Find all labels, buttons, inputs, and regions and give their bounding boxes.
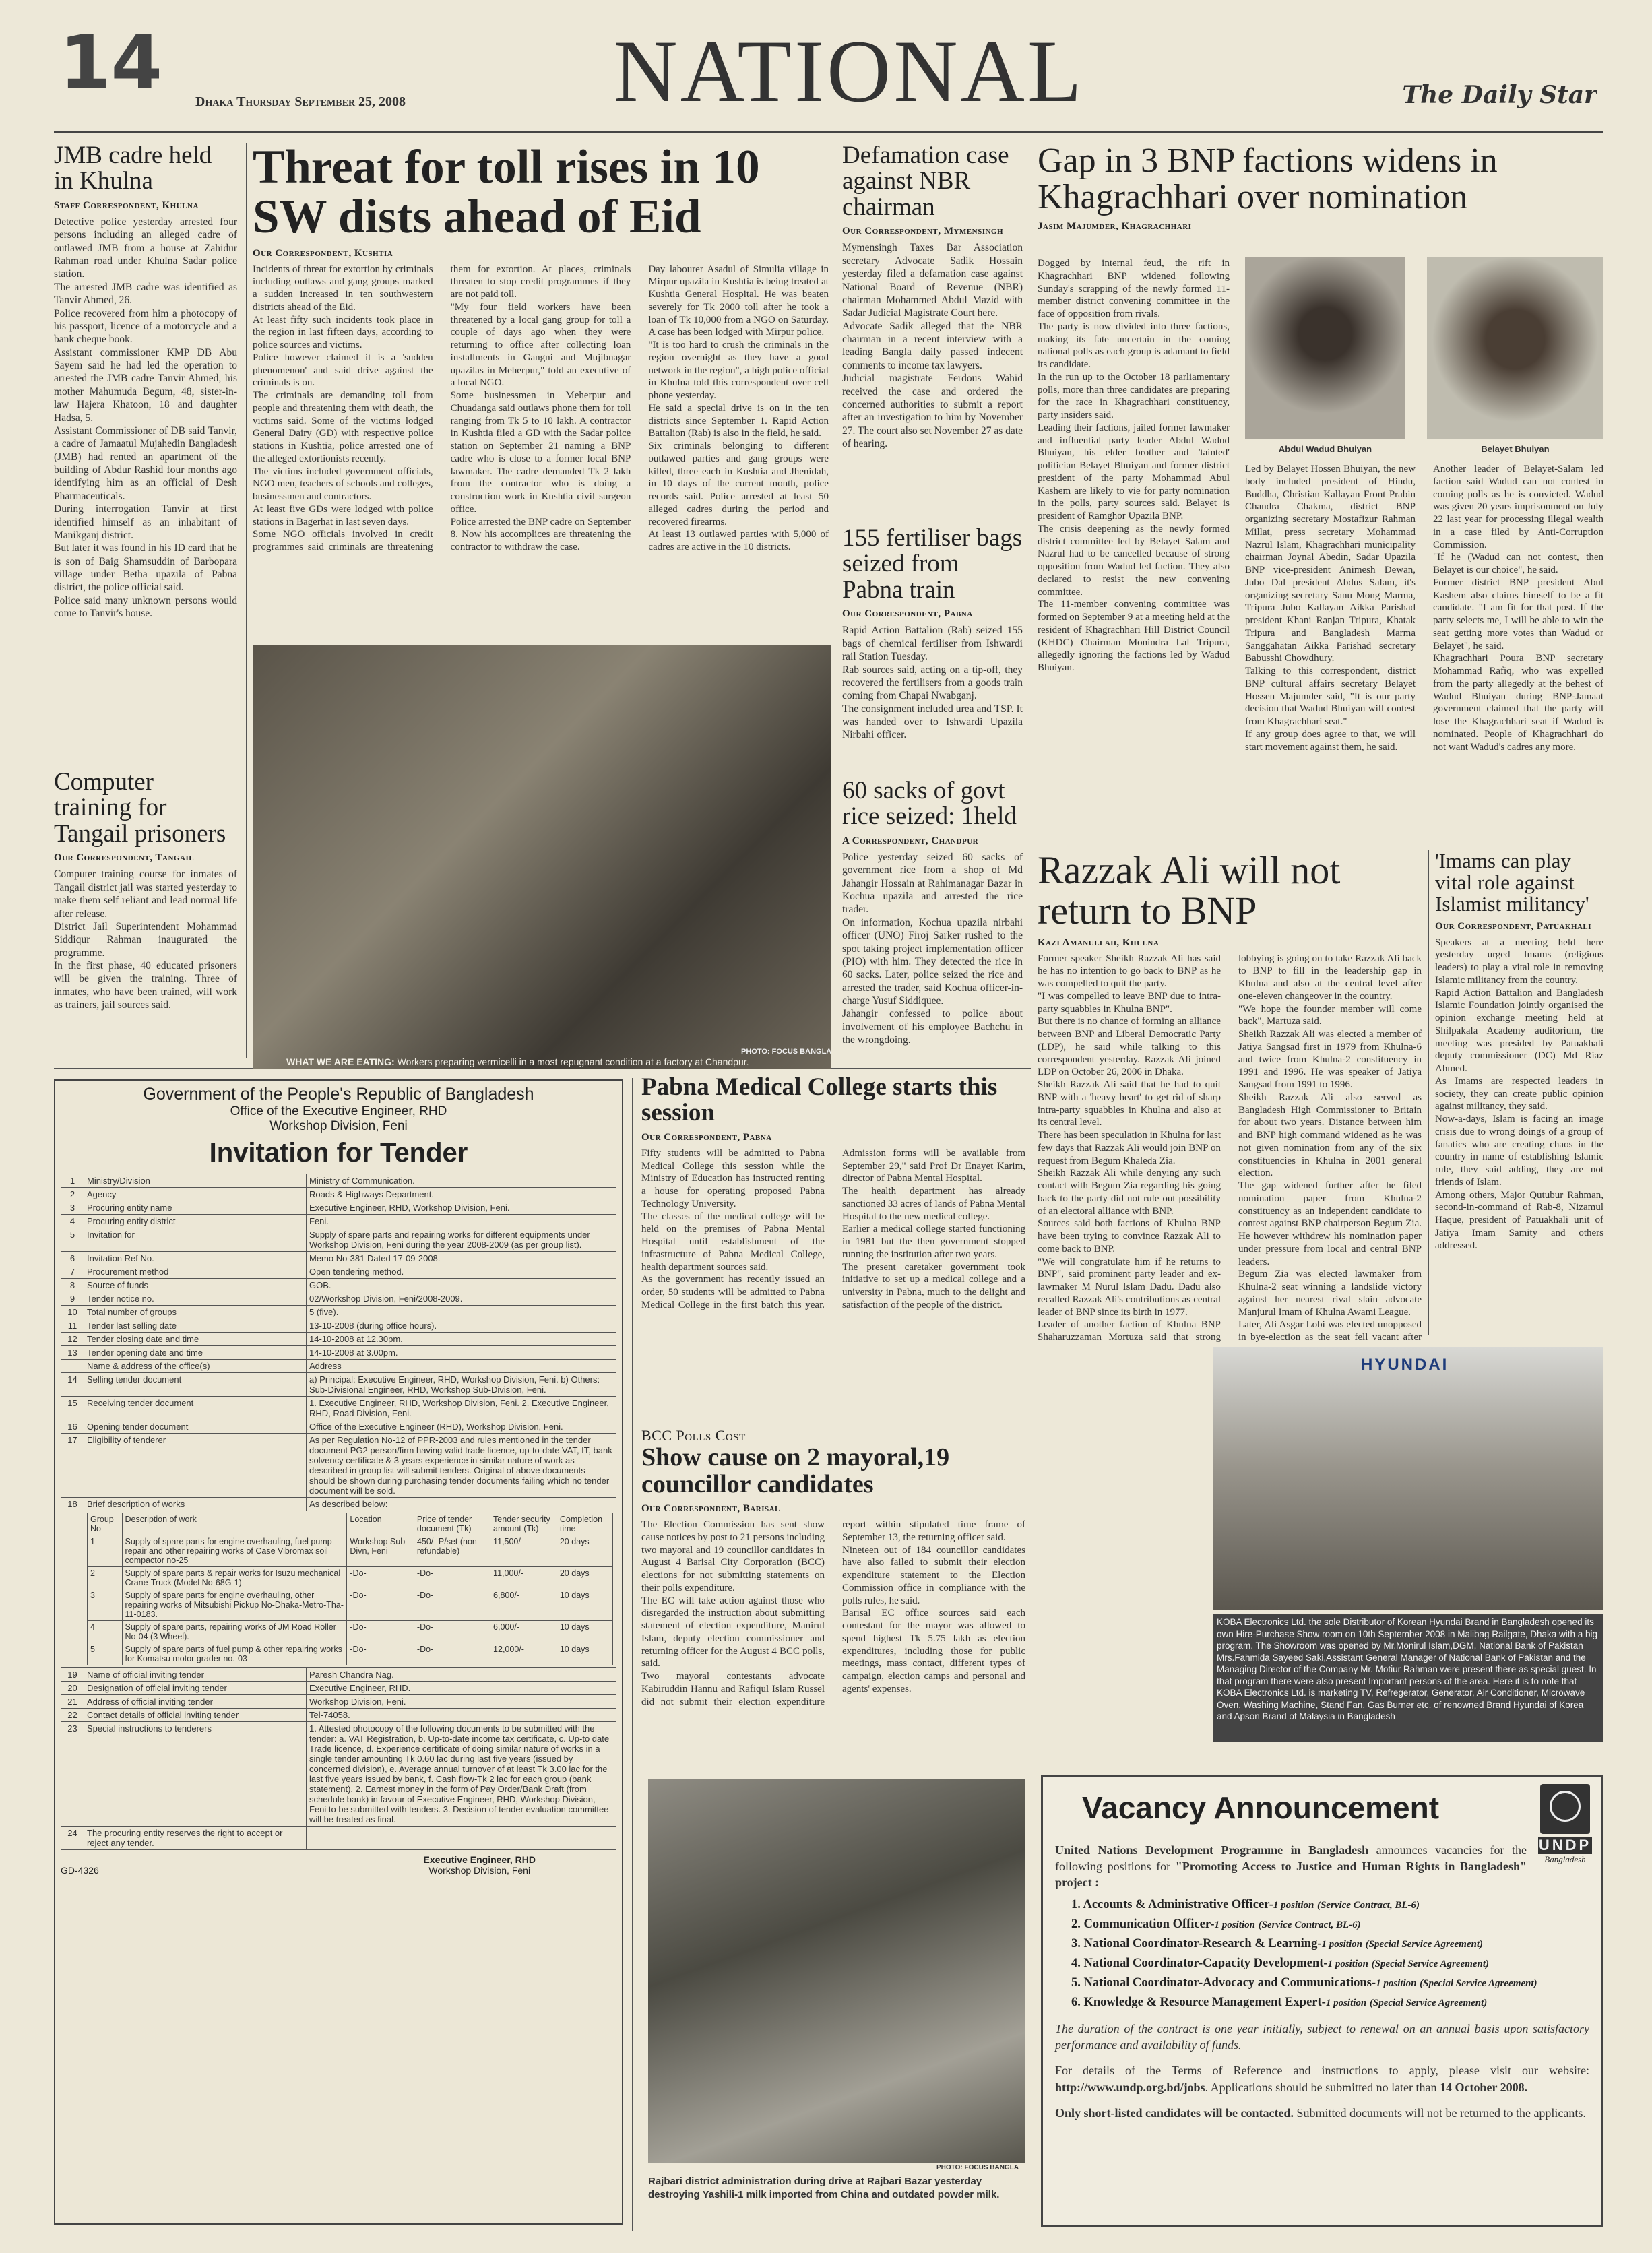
works-cell: Supply of spare parts of fuel pump & other repairing works for Komatsu motor grader no.-03 [122, 1643, 347, 1665]
undp-sub: Bangladesh [1544, 1854, 1586, 1864]
tender-row-value: Executive Engineer, RHD. [307, 1682, 616, 1695]
tender-row-label: Procuring entity district [84, 1215, 307, 1228]
photo-caption: WHAT WE ARE EATING: Workers preparing vermicelli in a most repugnant condition at a factory at Chandpur. [286, 1056, 749, 1067]
works-cell: -Do- [414, 1621, 490, 1643]
article-jmb-cadre [54, 143, 237, 763]
tender-row-label: Source of funds [84, 1279, 307, 1292]
tender-row [61, 1498, 616, 1511]
byline: Our Correspondent, Mymensingh [842, 226, 1004, 237]
headline: Razzak Ali will not return to BNP [1038, 850, 1341, 933]
article-body: Rapid Action Battalion (Rab) seized 155 bags of chemical fertiliser from Ishwardi rail Station Tuesday. Rab sources said, acting on a tip-off, they recovered the fertilisers from a goods train coming from Chapai Nwabganj. The consignment included urea and TSP. It was handed over to Ishwardi Upazila Nirbahi officer. [842, 625, 1023, 741]
byline: Kazi Amanullah, Khulna [1038, 937, 1159, 948]
tender-row-value: a) Principal: Executive Engineer, RHD, Workshop Division, Feni. b) Others: Sub-Divisional Engineer, RHD, Workshop Sub-Division, Feni. [307, 1373, 616, 1397]
works-row [88, 1621, 613, 1643]
tender-row-number: 22 [61, 1709, 84, 1722]
photo-caption-wadud: Abdul Wadud Bhuiyan [1278, 444, 1372, 454]
tender-row-number: 17 [61, 1434, 84, 1498]
works-cell: Supply of spare parts & repair works for Isuzu mechanical Crane-Truck (Model No-68G-1) [122, 1567, 347, 1589]
position-item: 4. National Coordinator-Capacity Development-1 position (Special Service Agreement) [1071, 1956, 1490, 1970]
tender-row [61, 1319, 616, 1333]
works-cell: 12,000/- [490, 1643, 557, 1665]
byline: Our Correspondent, Patuakhali [1435, 920, 1592, 932]
tender-row-value: Feni. [307, 1215, 616, 1228]
tender-row-value: 1. Executive Engineer, RHD, Workshop Division, Feni. 2. Executive Engineer, RHD, Road Division, Feni. [307, 1397, 616, 1420]
tender-row-number: 8 [61, 1279, 84, 1292]
article-imams-role [1435, 850, 1603, 1335]
tender-row-value: Executive Engineer, RHD, Workshop Division, Feni. [307, 1201, 616, 1215]
tender-row [61, 1265, 616, 1279]
works-cell: -Do- [347, 1643, 414, 1665]
tender-row-value: As described below: [307, 1498, 616, 1511]
section-title: NATIONAL [613, 27, 1085, 116]
tender-table-continued [61, 1668, 616, 1850]
works-header-cell: Group No [88, 1513, 123, 1535]
tender-row [61, 1420, 616, 1434]
byline: Our Correspondent, Barisal [641, 1503, 780, 1515]
works-cell: -Do- [347, 1567, 414, 1589]
tender-row-value: As per Regulation No-12 of PPR-2003 and rules mentioned in the tender document PG2 person/firm having valid trade licence, up-to-date VAT, IT, bank solvency certificate & 3 years experience in similar nature of work as described in group list will submit tenders. Original of above documents should be shown during purchasing tender documents failing which no tender document will be sold. [307, 1434, 616, 1498]
article-body-continued: Led by Belayet Hossen Bhuiyan, the new body included president of Hindu, Buddha, Christian Kallayan Front Prabin Chandra Chakma, district BNP organizing secretary Mostafizur Rahman Millat, press secretary Mohammad Nazrul Islam, Khagrachhari municipality chairman Joynal Abedin, Sadar Upazila BNP vice-president Animesh Dewan, Jubo Dal president Abdus Salam, it's organizing secretary Sanu Mong Marma, Tripura Jubo Kallayan Aikka Parishad president Khani Ranjan Tripura, Khatak Tripura and Bangladesh Marma Sanggahatan Aikka Parishad secretary Babusshi Chowdhury. Talking to this correspondent, district BNP cultural affairs secretary Belayet Hossen Majumder said, "It is our party decision that Wadud Bhuiyan will contest from Khagrachhari seat." If any group does agree to that, we will start movement against them, he said. Another leader of Belayet-Salam led faction said Wadud can not contest in coming polls as he is convicted. Wadud was given 20 years imprisonment on July 22 last year for processing illegal wealth in a case filed by Anti-Corruption Commission. "If he (Wadud can not contest, then Belayet is our choice", he said. Former district BNP president Abul Kashem also claims himself to be a fit candidate. "I am fit for that post. If the party selects me, I will be able to win the seat getting more votes than Wadud or Belayet", he said. Khagrachhari Poura BNP secretary Mohammad Rafiq, who was expelled from the party allegedly at the behest of Wadud Bhuiyan during BNP-Jamaat government claimed that the party will lose the Khagrachhari seat if Wadud is nominated. People of Khagrachhari do not want Wadud's cadres any more. [1245, 464, 1603, 753]
tender-row-label: Designation of official inviting tender [84, 1682, 307, 1695]
tender-row-number: 11 [61, 1319, 84, 1333]
tender-row [61, 1252, 616, 1265]
byline: Our Correspondent, Pabna [641, 1131, 772, 1143]
tender-row-label: Eligibility of tenderer [84, 1434, 307, 1498]
tender-row-value: 1. Attested photocopy of the following documents to be submitted with the tender: a. VAT Registration, b. Up-to-date income tax certificate, c. Up-to date Trade licence, d. Experience certificate of doing similar nature of works in a single tender amounting Tk 0.60 lac during last five years (issued by concerned division), e. Average annual turnover of at least Tk 3.00 lac for the last five years issued by bank, f. Cash flow-Tk 2 lac for each group (bank statement). 2. Earnest money in the form of Pay Order/Bank Draft (from schedule bank) in favour of Executive Engineer, RHD, Workshop Division, Feni to be submitted with tenders. 3. Decision of tender evaluation committee will be treated as final. [307, 1722, 616, 1827]
works-cell: -Do- [414, 1589, 490, 1621]
tender-row-label: Opening tender document [84, 1420, 307, 1434]
works-cell: 11,000/- [490, 1567, 557, 1589]
article-pabna-medical [641, 1075, 1025, 1361]
tender-row-value: 5 (five). [307, 1306, 616, 1319]
tender-row-value: GOB. [307, 1279, 616, 1292]
article-body: Detective police yesterday arrested four persons including an alleged cadre of outlawed JMB from a house at Zahidur Rahman road under Khulna Sadar police station. The arrested JMB cadre was identified as Tanvir Ahmed, 26. Police recovered from him a photocopy of his passport, licence of a motorcycle and a bank cheque book. Assistant commissioner KMP DB Abu Sayem said he had led the operation to arrested the JMB cadre Tanvir Ahmed, his mother Mahumuda Begum, 48, sister-in-law Hajera Khatoon, 18 and daughter Hadsa, 5. Assistant Commissioner of DB said Tanvir, a cadre of Jamaatul Mujahedin Bangladesh (JMB) had rented an apartment of the building of Abdur Rashid four months ago identifying him as an official of Desh Pharmaceuticals. During interrogation Tanvir at first identified himself as an inhabitant of Manikganj district. But later it was found in his ID card that he is son of Baig Shamsuddin of Barbopara village under Betha upazila of Pabna district, the police official said. Police said many unknown persons would come to Tanvir's house. [54, 216, 237, 620]
tender-row [61, 1709, 616, 1722]
photo-caption-belayet: Belayet Bhuiyan [1481, 444, 1550, 454]
works-cell: Supply of spare parts for engine overhauling, other repairing works of Mitsubishi Pickup No-Dhaka-Metro-Tha-11-0183. [122, 1589, 347, 1621]
tender-division: Workshop Division, Feni [269, 1119, 408, 1133]
tender-row-number [61, 1360, 84, 1373]
photo-abdul-wadud-bhuiyan [1245, 257, 1405, 439]
article-fertiliser-seized [842, 526, 1023, 775]
vacancy-shortlist: Only short-listed candidates will be contacted. Submitted documents will not be returned to the applicants. [1055, 2105, 1586, 2120]
works-cell: 4 [88, 1621, 123, 1643]
tender-gov-title: Government of the People's Republic of Bangladesh [143, 1085, 534, 1104]
article-body: Speakers at a meeting held here yesterday urged Imams (religious leaders) to play a vital role in removing Islamic militancy from the country. Rapid Action Battalion and Bangladesh Islamic Foundation jointly organised the opinion exchange meeting held at Shilpakala Academy auditorium, the meeting was presided by Patuakhali deputy commissioner (DC) Md Riaz Ahmed. As Imams are respected leaders in society, they can create public opinion against militancy, they said. Now-a-days, Islam is facing an image crisis due to wrong doings of a group of fanatics who are creating chaos in the country in name of establishing Islamic rule, they said adding, they are not friends of Islam. Among others, Major Qutubur Rahman, second-in-command of Rab-8, Nizamul Haque, president of Patuakhali unit of Jatiya Imam Samity and others addressed. [1435, 937, 1603, 1251]
works-header-cell: Price of tender document (Tk) [414, 1513, 490, 1535]
works-cell: 6,000/- [490, 1621, 557, 1643]
headline: 155 fertiliser bags seized from Pabna train [842, 526, 1023, 604]
position-item: 5. National Coordinator-Advocacy and Communications-1 position (Special Service Agreement) [1071, 1975, 1537, 1990]
works-cell: 11,500/- [490, 1535, 557, 1567]
brand-logo: The Daily Star [1402, 81, 1597, 109]
tender-row [61, 1682, 616, 1695]
headline: Threat for toll rises in 10 SW dists ahead of Eid [253, 143, 760, 243]
tender-row-number: 4 [61, 1215, 84, 1228]
works-cell: 5 [88, 1643, 123, 1665]
tender-row [61, 1722, 616, 1827]
works-cell: 6,800/- [490, 1589, 557, 1621]
tender-row-number: 14 [61, 1373, 84, 1397]
tender-signature-office: Workshop Division, Feni [428, 1865, 531, 1876]
tender-row [61, 1228, 616, 1252]
position-item: 2. Communication Officer-1 position (Service Contract, BL-6) [1071, 1917, 1361, 1931]
undp-vacancy-ad [1041, 1775, 1603, 2227]
tender-row-label: Brief description of works [84, 1498, 307, 1511]
tender-row-number: 3 [61, 1201, 84, 1215]
works-cell: 10 days [557, 1643, 612, 1665]
tender-row-value: 02/Workshop Division, Feni/2008-2009. [307, 1292, 616, 1306]
tender-row [61, 1215, 616, 1228]
tender-row-number [61, 1511, 84, 1668]
jobs-link[interactable]: http://www.undp.org.bd/jobs [1055, 2080, 1205, 2094]
tender-row [61, 1397, 616, 1420]
article-bnp-factions [1038, 143, 1603, 833]
position-item: 6. Knowledge & Resource Management Expert-1 position (Special Service Agreement) [1071, 1995, 1488, 2009]
hyundai-sign: HYUNDAI [1361, 1356, 1449, 1374]
byline: A Correspondent, Chandpur [842, 835, 979, 846]
tender-works-row [61, 1511, 616, 1668]
headline: 'Imams can play vital role against Islamist militancy' [1435, 850, 1589, 916]
tender-row-label: Total number of groups [84, 1306, 307, 1319]
kicker: BCC Polls Cost [641, 1427, 746, 1444]
tender-row [61, 1188, 616, 1201]
works-header-cell: Description of work [122, 1513, 347, 1535]
vacancy-intro: United Nations Development Programme in Bangladesh announces vacancies for the following positions for "Promoting Access to Justice and Human Rights in Bangladesh" project : [1055, 1843, 1527, 1890]
works-cell: 3 [88, 1589, 123, 1621]
vacancy-title: Vacancy Announcement [1082, 1790, 1440, 1825]
tender-row-label: Contact details of official inviting tender [84, 1709, 307, 1722]
works-header-cell: Completion time [557, 1513, 612, 1535]
headline: JMB cadre held in Khulna [54, 143, 212, 195]
headline: Computer training for Tangail prisoners [54, 769, 226, 848]
headline: 60 sacks of govt rice seized: 1held [842, 778, 1017, 831]
tender-row-label: Invitation for [84, 1228, 307, 1252]
article-body: The Election Commission has sent show cause notices by post to 21 persons including two mayoral and 19 councillor candidates in August 4 Barisal City Corporation (BCC) elections for not submitting statements on their polls expenditure. The EC will take action against those who disregarded the instruction about submitting statement of election expenditure, Manirul Islam, deputy election commissioner and returning officer for the August 4 BCC polls, said. Two mayoral contestants advocate Kabiruddin Hannu and Rafiqul Islam Russel did not submit their election expenditure report within stipulated time frame of September 13, the returning officer said. Nineteen out of 184 councillor candidates have also failed to submit their election expenditure statement to the Election Commission office in compliance with the polls rules, he said. Barisal EC office sources said each contestant for the mayor was allowed to spend highest Tk 5.75 lakh as election expenditures, including those for public meetings, mass contact, different types of campaign, election camps and personal and agents' expenses. [641, 1519, 1025, 1707]
photo-credit: PHOTO: FOCUS BANGLA [936, 2164, 1019, 2171]
tender-row-label: Tender last selling date [84, 1319, 307, 1333]
tender-row-value: Workshop Division, Feni. [307, 1695, 616, 1709]
works-cell: -Do- [414, 1643, 490, 1665]
article-body: Police yesterday seized 60 sacks of government rice from a shop of Md Jahangir Hossain at Rahimanagar Bazar in Kochua upazila and arrested the rice trader. On information, Kochua upazila nirbahi officer (UNO) Firoj Sarker rushed to the spot taking project implementation officer (PIO) with him. They detected the rice in 60 sacks. Later, police seized the rice and arrested the trader, said Kochua officer-in-charge Yusuf Siddiquee. Jahangir confessed to police about involvement of his employee Bachchu in the wrongdoing. [842, 851, 1023, 1046]
position-item: 3. National Coordinator-Research & Learning-1 position (Special Service Agreement) [1071, 1936, 1483, 1950]
tender-row-number: 21 [61, 1695, 84, 1709]
tender-row-number: 24 [61, 1827, 84, 1850]
tender-row-number: 7 [61, 1265, 84, 1279]
un-emblem-icon [1550, 1791, 1581, 1822]
works-cell: 10 days [557, 1621, 612, 1643]
article-bcc-show-cause [641, 1427, 1025, 1771]
byline: Staff Correspondent, Khulna [54, 199, 199, 211]
page-number: 14 [59, 26, 163, 100]
tender-row-value: Open tendering method. [307, 1265, 616, 1279]
undp-logo [1538, 1784, 1592, 1865]
works-cell: 2 [88, 1567, 123, 1589]
tender-row-value [307, 1827, 616, 1850]
byline: Our Correspondent, Pabna [842, 608, 973, 620]
tender-row-value: Memo No-381 Dated 17-09-2008. [307, 1252, 616, 1265]
tender-row-number: 20 [61, 1682, 84, 1695]
tender-row-label: Address of official inviting tender [84, 1695, 307, 1709]
tender-row-number: 6 [61, 1252, 84, 1265]
article-computer-training [54, 769, 237, 1059]
article-body: Incidents of threat for extortion by criminals including outlaws and gang groups marked a sudden increased in ten southwestern districts ahead of the Eid. At least fifty such incidents took place in the region in last fifteen days, according to police sources and victims. Police however claimed it is a 'sudden phenomenon' and said drive against the criminals is on. The criminals are demanding toll from people and threatening them with death, the victims said. Some of the victims lodged General Dairy (GD) with respective police stations in Kushtia, police arrested one of the alleged extortionists recently. The victims included government officials, NGO men, teachers of schools and colleges, businessmen and contractors. At least five GDs were lodged with police stations in Bagerhat in last seven days. Some NGO officials involved in credit programmes said criminals are threatening them for extortion. At places, criminals threaten to stop credit programmes if they are not paid toll. "My four field workers have been threatened by a local gang group for toll a couple of days ago when they were returning to office after collecting loan installments in Gangni and Mujibnagar upazilas in Meherpur," told an executive of a local NGO. Some businessmen in Meherpur and Chuadanga said outlaws phone them for toll ranging from Tk 5 to 10 lakh. A contractor in Kushtia filed a GD with the Sadar police station on September 21 naming a BNP cadre who is close to a former local BNP lawmaker. The cadre demanded Tk 2 lakh from the contractor who is doing a construction work in Kushtia civil surgeon office. Police arrested the BNP cadre on September 8. Now his accomplices are threatening the contractor to withdraw the case. Day labourer Asadul of Simulia village in Mirpur upazila in Kushtia is being treated at Kushtia General Hospital. He was beaten severely for Tk 2000 toll after he took a loan of Tk 10,000 from a NGO on Saturday. A case has been lodged with Mirpur police. "It is too hard to crush the criminals in the region overnight as they have a good network in the region", a high police official in Khulna told this correspondent over cell phone yesterday. He said a special drive is on in the ten districts since September 1. Rapid Action Battalion (Rab) is also in the field, he said. Six criminals belonging to different outlawed parties and gang groups were killed, three each in Kushtia and Jhenidah, in 10 days of the current month, police records said. Police arrested at least 50 alleged cadres during the period and recovered firearms. At least 13 outlawed parties with 5,000 of cadres are active in the 10 districts. [253, 263, 829, 553]
works-row [88, 1589, 613, 1621]
tender-code: GD-4326 [61, 1865, 99, 1876]
headline: Show cause on 2 mayoral,19 councillor candidates [641, 1443, 950, 1498]
byline: Our Correspondent, Kushtia [253, 247, 393, 259]
headline: Gap in 3 BNP factions widens in Khagrachhari over nomination [1038, 143, 1498, 217]
tender-row [61, 1695, 616, 1709]
tender-row-value: Office of the Executive Engineer (RHD), Workshop Division, Feni. [307, 1420, 616, 1434]
tender-row [61, 1333, 616, 1346]
vacancy-positions [1071, 1898, 1589, 2010]
tender-row-number: 12 [61, 1333, 84, 1346]
works-cell: 20 days [557, 1535, 612, 1567]
article-body: Dogged by internal feud, the rift in Khagrachhari BNP widened following Sunday's scrapping of the newly formed 11-member district convening committee in the face of opposition from rivals. The party is now divided into three factions, making its fate uncertain in the coming national polls as each group is adamant to field its candidate. In the run up to the October 18 parliamentary polls, more than three candidates are preparing for the race in Khagrachhari constituency, party insiders said. Leading their factions, jailed former lawmaker and influential party leader Abdul Wadud Bhuiyan, his elder brother and 'tainted' politician Belayet Bhuiyan and former district president of the party Mohammad Abul Kashem are likely to vie for party nomination in the polls, party sources said. Belayet is president of Ramghor Upazila BNP. The crisis deepening as the newly formed district committee led by Belayet Salam and Nazrul had to be cancelled because of strong opposition from Wadud led faction. They also declared to resist the new convening committee. The 11-member convening committee was formed on September 9 at a meeting held at the resident of Khagrachhari Hill District Council (KHDC) Chairman Monindra Lal Tripura, allegedly ignoring the factions led by Wadud Bhuiyan. [1038, 258, 1230, 673]
tender-row-value: Tel-74058. [307, 1709, 616, 1722]
works-cell: 450/- P/set (non-refundable) [414, 1535, 490, 1567]
tender-row-value: 14-10-2008 at 3.00pm. [307, 1346, 616, 1360]
works-header-row [88, 1513, 613, 1535]
tender-row [61, 1201, 616, 1215]
tender-heading: Invitation for Tender [209, 1138, 468, 1168]
photo-credit: PHOTO: FOCUS BANGLA [741, 1048, 832, 1056]
article-toll-threat [253, 143, 829, 641]
photo-caption: Rajbari district administration during drive at Rajbari Bazar yesterday destroying Yashili-1 milk imported from China and outdated powder milk. [648, 2176, 1000, 2201]
article-body: Fifty students will be admitted to Pabna Medical College this session while the Ministry of Education has instructed renting a house for operating proposed Pabna Technology University. The classes of the medical college will be held on the premises of Pabna Mental Hospital until establishment of the infrastructure of Pabna Medical College, health department sources said. As the government has recently issued an order, 50 students will be admitted to Pabna Medical College in the first batch this year. Admission forms will be available from September 29," said Prof Dr Enayet Karim, director of Pabna Mental Hospital. The health department has already sanctioned 33 acres of lands of Pabna Mental Hospital to the new medical college. Earlier a medical college started functioning in 1981 but the then government stopped running the institution after two years. The present caretaker government took initiative to set up a medical college and a university in Pabna, much to the delight and satisfaction of the people of the district. [641, 1147, 1025, 1310]
tender-row-value: Supply of spare parts and repairing works for different equipments under Workshop Division, Feni during the year 2008-2009 (as per group list). [307, 1228, 616, 1252]
works-row [88, 1535, 613, 1567]
hyundai-caption: KOBA Electronics Ltd. the sole Distributor of Korean Hyundai Brand in Bangladesh opened its own Hire-Purchase Show room on 10th September 2008 in Malibag Railgate, Dhaka with a big program. The Showroom was opened by Mr.Monirul Islam,DGM, National Bank of Pakistan Mrs.Fahmida Sayeed Saki,Assistant General Manager of National Bank of Pakistan and the Managing Director of the Company Mr. Motiur Rahman were present there as special guest. In that program there were also present Important persons of the area. Here it is to note that KOBA Electronics Ltd. is marketing TV, Refregerator, Generator, Air Conditioner, Microwave Oven, Washing Machine, Stand Fan, Gas Burner etc. of renowned Brand Hyundai of Korea and Apson Brand of Malaysia in Bangladesh [1213, 1614, 1603, 1742]
article-razzak-ali [1038, 850, 1422, 1349]
tender-signature-title: Executive Engineer, RHD [423, 1854, 536, 1865]
tender-row-label: Procurement method [84, 1265, 307, 1279]
tender-row-label: Tender notice no. [84, 1292, 307, 1306]
tender-row [61, 1279, 616, 1292]
tender-row [61, 1346, 616, 1360]
tender-row-label: Name of official inviting tender [84, 1668, 307, 1682]
works-cell: 10 days [557, 1589, 612, 1621]
tender-row-label: Tender closing date and time [84, 1333, 307, 1346]
tender-row [61, 1827, 616, 1850]
tender-row-label: Invitation Ref No. [84, 1252, 307, 1265]
position-item: 1. Accounts & Administrative Officer-1 position (Service Contract, BL-6) [1071, 1897, 1420, 1911]
photo-hyundai-showroom [1213, 1347, 1603, 1610]
article-govt-rice-seized [842, 778, 1023, 1065]
tender-row-number: 18 [61, 1498, 84, 1511]
tender-row-label: Special instructions to tenderers [84, 1722, 307, 1827]
dateline: Dhaka Thursday September 25, 2008 [195, 94, 406, 109]
tender-row-number: 16 [61, 1420, 84, 1434]
tender-row-number: 23 [61, 1722, 84, 1827]
works-cell: -Do- [347, 1589, 414, 1621]
tender-row-number: 1 [61, 1174, 84, 1188]
byline: Jasim Majumder, Khagrachhari [1038, 221, 1192, 232]
undp-letters: UNDP [1538, 1837, 1592, 1853]
tender-works-cell [84, 1511, 616, 1668]
tender-row-label: Receiving tender document [84, 1397, 307, 1420]
tender-row-value: 14-10-2008 at 12.30pm. [307, 1333, 616, 1346]
tender-row-value: Roads & Highways Department. [307, 1188, 616, 1201]
article-body: Former speaker Sheikh Razzak Ali has said he has no intention to go back to BNP as he was compelled to quit the party. "I was compelled to leave BNP due to intra-party squabbles in Khulna BNP". But there is no chance of forming an alliance between BNP and Liberal Democratic Party (LDP), he said while talking to this correspondent yesterday. Razzak Ali joined LDP on October 26, 2006 in Dhaka. Sheikh Razzak Ali said that he had to quit BNP with a 'heavy heart' to get rid of sharp intra-party squabbles in Khulna and also at its central level. There has been speculation in Khulna for last few days that Razzak Ali would join BNP on request from Begum Khaleda Zia. Sheikh Razzak Ali while denying any such contact with Begum Zia regarding his going back to the party did not rule out possibility of an electoral alliance with BNP. Sources said both factions of Khulna BNP have been trying to convince Razzak Ali to come back to BNP. "We will congratulate him if he returns to BNP", said prominent party leader and ex-lawmaker M Nurul Islam Dadu. Dadu also recalled Razzak Ali's contributions as central leader of BNP since its birth in 1977. Leader of another faction of Khulna BNP Shaharuzzaman Mortuza said that strong lobbying is going on to take Razzak Ali back to BNP to fill in the leadership gap in Khulna and also at the central level after one-eleven changeover in the country. "We hope the founder member will come back", Martuza said. Sheikh Razzak Ali was elected a member of Jatiya Sangsad first in 1979 from Khulna-6 and twice from Khulna-2 constituency in 1991 and 1996. He was speaker of Jatiya Sangsad from 1991 to 1996. Sheikh Razzak Ali also served as Bangladesh High Commissioner to Britain for about two years. Distance between him and BNP high command widened as he was not given nomination from any of the six constituencies in Khulna in 2001 general election. The gap widened further after he filed nomination paper from Khulna-2 constituency as an independent candidate to contest against BNP chairperson Begum Zia. He however withdrew his nomination paper under pressure from local and central BNP leaders. Begum Zia was elected lawmaker from Khulna-2 seat winning a landslide victory against her nearest rival slain advocate Manjurul Imam of Khulna Awami League. Later, Ali Asgar Lobi was elected unopposed in bye-election as the seat fell vacant after [1038, 953, 1422, 1343]
tender-row-number: 5 [61, 1228, 84, 1252]
tender-row-number: 2 [61, 1188, 84, 1201]
tender-row [61, 1292, 616, 1306]
byline: Our Correspondent, Tangail [54, 852, 195, 864]
tender-row-number: 15 [61, 1397, 84, 1420]
vacancy-details: For details of the Terms of Reference and instructions to apply, please visit our website: http://www.undp.org.bd/jobs. Applications should be submitted no later than 14 October 2008. [1055, 2064, 1589, 2094]
photo-vermicelli-workers [253, 645, 831, 1069]
photo-belayet-bhuiyan [1427, 257, 1603, 439]
tender-row [61, 1174, 616, 1188]
works-cell: Supply of spare parts, repairing works of JM Road Roller No-04 (3 Wheel). [122, 1621, 347, 1643]
tender-row [61, 1668, 616, 1682]
works-cell: Workshop Sub-Divn, Feni [347, 1535, 414, 1567]
tender-row-value: 13-10-2008 (during office hours). [307, 1319, 616, 1333]
tender-row-label: Name & address of the office(s) [84, 1360, 307, 1373]
tender-row [61, 1434, 616, 1498]
works-cell: 20 days [557, 1567, 612, 1589]
tender-row-number: 9 [61, 1292, 84, 1306]
tender-row-number: 13 [61, 1346, 84, 1360]
tender-row-label: Agency [84, 1188, 307, 1201]
tender-row [61, 1373, 616, 1397]
tender-row-value: Ministry of Communication. [307, 1174, 616, 1188]
tender-row-value: Paresh Chandra Nag. [307, 1668, 616, 1682]
works-row [88, 1643, 613, 1665]
tender-row-label: Procuring entity name [84, 1201, 307, 1215]
vacancy-duration: The duration of the contract is one year initially, subject to renewal on an annual basis upon satisfactory performance and availability of funds. [1055, 2021, 1589, 2052]
headline: Defamation case against NBR chairman [842, 143, 1009, 221]
tender-row-label: Tender opening date and time [84, 1346, 307, 1360]
tender-row-label: Ministry/Division [84, 1174, 307, 1188]
works-table [87, 1513, 613, 1665]
photo-milk-destruction [648, 1779, 1025, 2163]
tender-row-number: 19 [61, 1668, 84, 1682]
works-cell: -Do- [347, 1621, 414, 1643]
tender-notice [54, 1079, 623, 2225]
article-body: Mymensingh Taxes Bar Association secretary Advocate Sadik Hossain yesterday filed a defamation case against National Board of Revenue (NBR) chairman Mohammed Abdul Mazid with Sadar Judicial Magistrate Court here. Advocate Sadik alleged that the NBR chairman in a recent interview with a leading Bangla daily passed indecent comments to income tax lawyers. Judicial magistrate Ferdous Wahid received the case and ordered the concerned authorities to submit a report after an investigation to him by November 27. The court also set November 27 as date of hearing. [842, 242, 1023, 450]
tender-office: Office of the Executive Engineer, RHD [230, 1104, 447, 1118]
tender-row [61, 1360, 616, 1373]
works-cell: 1 [88, 1535, 123, 1567]
tender-table [61, 1174, 616, 1668]
works-cell: Supply of spare parts for engine overhauling, fuel pump repair and other repairing works of Case Vibromax soil compactor no-25 [122, 1535, 347, 1567]
tender-row-number: 10 [61, 1306, 84, 1319]
article-defamation-case [842, 143, 1023, 493]
works-header-cell: Location [347, 1513, 414, 1535]
tender-row-label: Selling tender document [84, 1373, 307, 1397]
tender-row-label: The procuring entity reserves the right to accept or reject any tender. [84, 1827, 307, 1850]
works-cell: -Do- [414, 1567, 490, 1589]
works-header-cell: Tender security amount (Tk) [490, 1513, 557, 1535]
article-body: Computer training course for inmates of Tangail district jail was started yesterday to make them self reliant and lead normal life after release. District Jail Superintendent Mohammad Siddiqur Rahman inaugurated the programme. In the first phase, 40 educated prisoners will be given the training. Three of inmates, who have been trained, will work as trainers, jail sources said. [54, 868, 237, 1011]
headline: Pabna Medical College starts this session [641, 1075, 998, 1127]
tender-row-value: Address [307, 1360, 616, 1373]
works-row [88, 1567, 613, 1589]
tender-row [61, 1306, 616, 1319]
